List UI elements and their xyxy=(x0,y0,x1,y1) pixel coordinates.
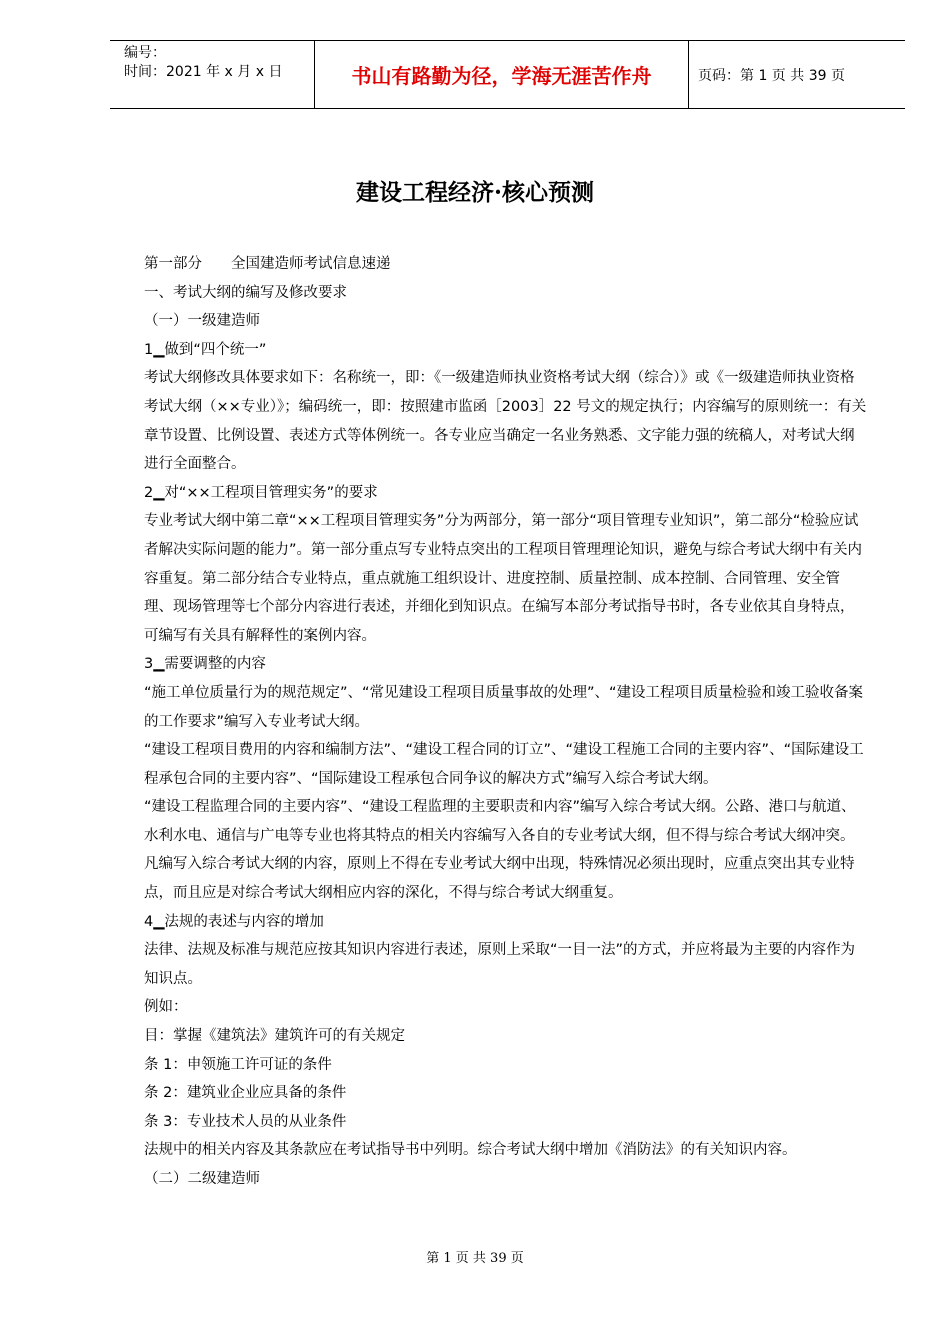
paragraph: 第一部分 全国建造师考试信息速递 xyxy=(144,256,391,272)
paragraph: 考试大纲修改具体要求如下：名称统一，即：《一级建造师执业资格考试大纲（综合）》或《一级建造师执业资格考试大纲（××专业）》；编码统一，即：按照建市监函［2003］22 号文的规定执行；内容编写的原则统一：有关章节设置、比例设置、表述方式等体例统一。各专业应当确定一名业务熟悉、文字能力强的统稿人，对考试大纲进行全面整合。 xyxy=(144,370,867,473)
paragraph: 4▁法规的表述与内容的增加 xyxy=(144,913,324,930)
number-label: 编号： xyxy=(124,45,166,61)
header-meta xyxy=(110,41,315,108)
paragraph: （二）二级建造师 xyxy=(144,1171,260,1187)
paragraph: 一、考试大纲的编写及修改要求 xyxy=(144,284,347,301)
paragraph: 法律、法规及标准与规范应按其知识内容进行表述，原则上采取“一目一法”的方式，并应将最为主要的内容作为知识点。 xyxy=(144,942,856,987)
time-label: 时间：2021 年 x 月 x 日 xyxy=(124,64,283,80)
paragraph: 例如： xyxy=(144,999,188,1016)
paragraph: 条 2：建筑业企业应具备的条件 xyxy=(144,1085,347,1102)
paragraph: 2▁对“××工程项目管理实务”的要求 xyxy=(144,484,378,501)
paragraph: “建设工程监理合同的主要内容”、“建设工程监理的主要职责和内容”编写入综合考试大纲。公路、港口与航道、水利水电、通信与广电等专业也将其特点的相关内容编写入各自的专业考试大纲，但不得与综合考试大纲冲突。 xyxy=(144,799,856,844)
paragraph: 凡编写入综合考试大纲的内容，原则上不得在专业考试大纲中出现，特殊情况必须出现时，应重点突出其专业特点，而且应是对综合考试大纲相应内容的深化，不得与综合考试大纲重复。 xyxy=(144,856,855,902)
paragraph: 法规中的相关内容及其条款应在考试指导书中列明。综合考试大纲中增加《消防法》的有关知识内容。 xyxy=(144,1142,797,1159)
paragraph: “施工单位质量行为的规范规定”、“常见建设工程项目质量事故的处理”、“建设工程项目质量检验和竣工验收备案的工作要求”编写入专业考试大纲。 xyxy=(144,684,864,730)
paragraph: 专业考试大纲中第二章“××工程项目管理实务”分为两部分，第一部分“项目管理专业知识”，第二部分“检验应试者解决实际问题的能力”。第一部分重点写专业特点突出的工程项目管理理论知识，避免与综合考试大纲中有关内容重复。第二部分结合专业特点，重点就施工组织设计、进度控制、质量控制、成本控制、合同管理、安全管理、现场管理等七个部分内容进行表述，并细化到知识点。在编写本部分考试指导书时，各专业依其自身特点，可编写有关具有解释性的案例内容。 xyxy=(144,513,863,644)
header-page-number: 页码：第 1 页 共 39 页 xyxy=(698,67,845,84)
page-footer: 第 1 页 共 39 页 xyxy=(426,1251,524,1266)
paragraph: 目：掌握《建筑法》建筑许可的有关规定 xyxy=(144,1028,405,1045)
paragraph: 条 3：专业技术人员的从业条件 xyxy=(144,1113,347,1130)
document-title: 建设工程经济·核心预测 xyxy=(355,179,594,206)
paragraph: 条 1：申领施工许可证的条件 xyxy=(144,1056,332,1073)
paragraph: 3▁需要调整的内容 xyxy=(144,656,266,673)
page-header xyxy=(110,40,905,109)
paragraph: 1▁做到“四个统一” xyxy=(144,341,267,358)
paragraph: “建设工程项目费用的内容和编制方法”、“建设工程合同的订立”、“建设工程施工合同的主要内容”、“国际建设工程承包合同的主要内容”、“国际建设工程承包合同争议的解决方式”编写入综合考试大纲。 xyxy=(144,742,864,787)
header-motto: 书山有路勤为径，学海无涯苦作舟 xyxy=(315,41,689,108)
document-body xyxy=(144,250,868,1194)
paragraph: （一）一级建造师 xyxy=(144,313,260,330)
